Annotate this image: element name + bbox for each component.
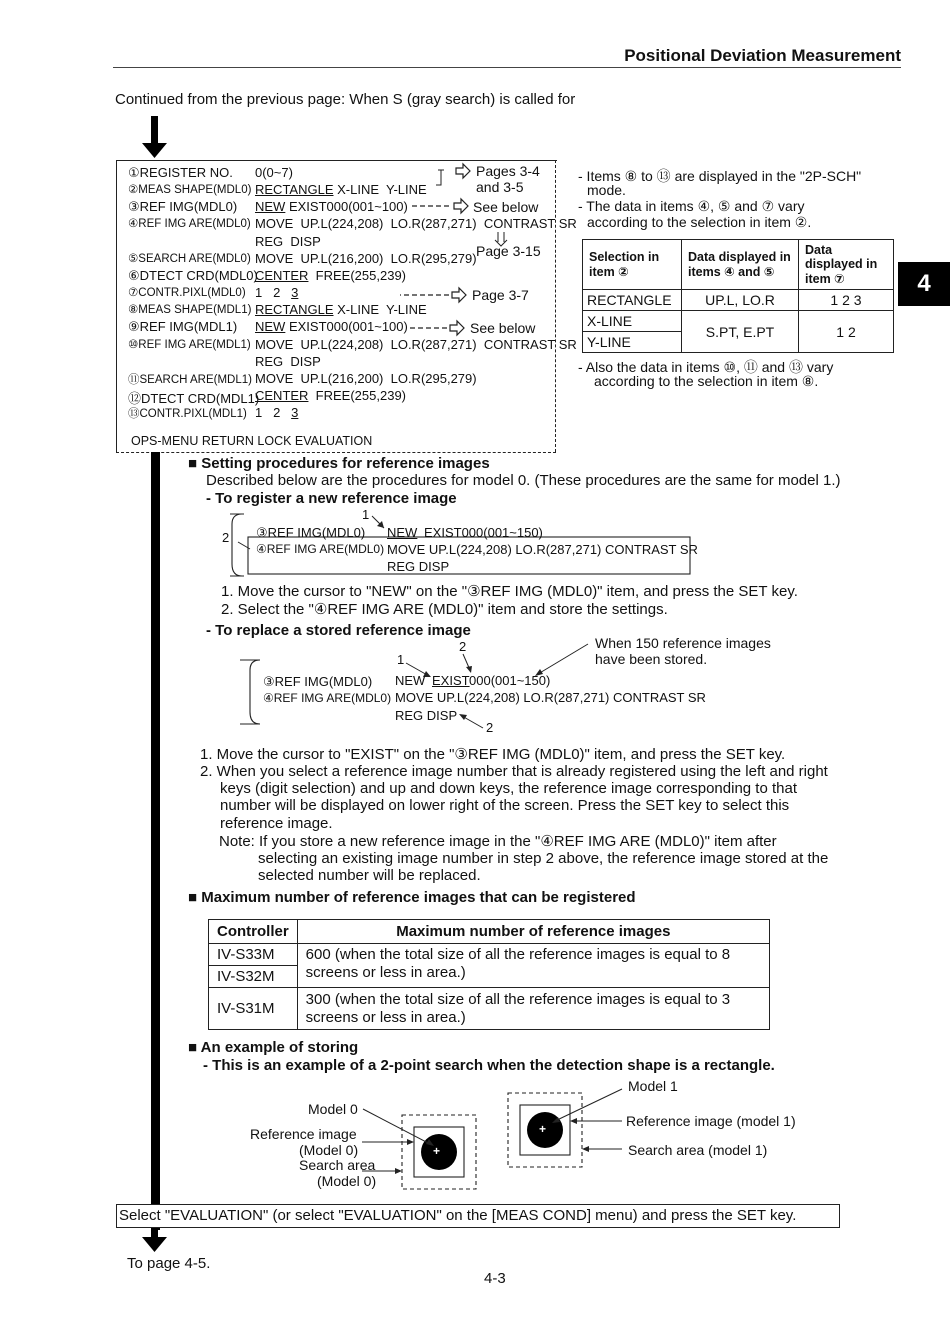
screen-row-value: CENTER FREE(255,239) (255, 268, 406, 283)
sel-header-1: Selection in item ② (583, 240, 682, 290)
screen-row-label: ⑦CONTR.PIXL(MDL0) (128, 287, 246, 299)
screen-row-value: REG DISP (255, 234, 321, 249)
flow-arrow-down-icon (140, 116, 170, 160)
replace-title: - To replace a stored reference image (206, 622, 471, 639)
sel-header-3: Data displayed in item ⑦ (799, 240, 894, 290)
sel-row-rectangle-d7: 1 2 3 (799, 290, 894, 311)
rep-row2-val: MOVE UP.L(224,208) LO.R(287,271) CONTRAST SR (395, 690, 706, 705)
storing-example-diagram (350, 1085, 640, 1195)
reg-step-2: 2. Select the "④REF IMG ARE (MDL0)" item and store the settings. (221, 601, 668, 618)
screen-row-label: ⑫DTECT CRD(MDL1) (128, 391, 260, 406)
screen-row-value: RECTANGLE X-LINE Y-LINE (255, 182, 427, 197)
screen-row-label: ⑥DTECT CRD(MDL0) (128, 268, 258, 283)
label-sa0-a: Search area (299, 1157, 376, 1173)
screen-row-value: REG DISP (255, 354, 321, 369)
intro-text: Continued from the previous page: When S (gray search) is called for (115, 91, 576, 108)
sel-header-2: Data displayed in items ④ and ⑤ (682, 240, 799, 290)
ref-see-below-2: See below (470, 320, 536, 336)
ref-pages-3-4: Pages 3-4 (476, 163, 540, 179)
screen-row-label: ⑪SEARCH ARE(MDL1) (128, 374, 252, 386)
final-instruction-box: Select "EVALUATION" (or select "EVALUATION" on the [MEAS COND] menu) and press the SET key. (116, 1204, 840, 1228)
reg-callout-1: 1 (362, 507, 370, 522)
screen-row-value: MOVE UP.L(216,200) LO.R(295,279) (255, 371, 477, 386)
ref-page-3-15: Page 3-15 (476, 243, 541, 259)
section3-heading: ■ An example of storing (188, 1039, 359, 1056)
to-page-text: To page 4-5. (127, 1255, 211, 1272)
label-sa0-b: (Model 0) (317, 1173, 377, 1189)
rep-note-2: have been stored. (595, 651, 708, 667)
rep-row1-exist: EXIST (432, 673, 470, 688)
screen-row-value: MOVE UP.L(224,208) LO.R(287,271) CONTRAST SR (255, 216, 577, 231)
rep-step-1: 1. Move the cursor to "EXIST" on the "③REF IMG (MDL0)" item, and press the SET key. (200, 746, 786, 763)
section1-desc: Described below are the procedures for model 0. (These procedures are the same for model 1.) (206, 472, 841, 489)
max-header-max: Maximum number of reference images (297, 920, 769, 944)
register-title: - To register a new reference image (206, 490, 457, 507)
note-3a: - Also the data in items ⑩, ⑪ and ⑬ vary (578, 359, 834, 375)
rep-note-line2: selecting an existing image number in step 2 above, the reference image stored at the (258, 850, 829, 867)
rep-callout-2a: 2 (459, 639, 467, 654)
rep-note-line3: selected number will be replaced. (258, 867, 481, 884)
ref-see-below-1: See below (473, 199, 539, 215)
reg-step-1: 1. Move the cursor to "NEW" on the "③REF IMG (MDL0)" item, and press the SET key. (221, 583, 798, 600)
sel-row-rectangle-d45: UP.L, LO.R (682, 290, 799, 311)
max-ctrl-1: IV-S33M (209, 944, 298, 966)
section3-sub: - This is an example of a 2-point search when the detection shape is a rectangle. (203, 1057, 775, 1074)
max-ctrl-2: IV-S32M (209, 966, 298, 988)
rep-step-2-line2: keys (digit selection) and up and down keys, the reference image corresponding to that (220, 780, 798, 797)
rep-row1-rest: 000(001~150) (469, 673, 551, 688)
max-value-12: 600 (when the total size of all the reference images is equal to 8 screens or less in area.) (297, 944, 769, 988)
plus-icon-model1: + (539, 1122, 547, 1136)
label-model1: Model 1 (628, 1078, 678, 1094)
rep-step-2-line3: number will be displayed on lower right of the screen. Press the SET key to select this (220, 797, 790, 814)
ref-page-3-7: Page 3-7 (472, 287, 529, 303)
rep-step-2-line4: reference image. (220, 815, 333, 832)
screen-row-label: ②MEAS SHAPE(MDL0) (128, 184, 252, 196)
sel-row-xline: X-LINE (583, 311, 682, 332)
screen-row-value: 0(0~7) (255, 165, 293, 180)
rep-note-line1: Note: If you store a new reference image in the "④REF IMG ARE (MDL0)" item after (219, 833, 777, 850)
screen-row-value: NEW EXIST000(001~100) (255, 319, 408, 334)
rep-callout-1: 1 (397, 652, 405, 667)
max-value-3: 300 (when the total size of all the reference images is equal to 3 screens or less in area.) (297, 988, 769, 1030)
sel-merged-d7: 1 2 (799, 311, 894, 353)
screen-row-value: MOVE UP.L(216,200) LO.R(295,279) (255, 251, 477, 266)
screen-row-label: ⑤SEARCH ARE(MDL0) (128, 253, 251, 265)
ref-and-3-5: and 3-5 (476, 179, 524, 195)
sel-row-rectangle: RECTANGLE (583, 290, 682, 311)
flow-arrow-down-bottom-icon (140, 1228, 170, 1254)
page-number: 4-3 (484, 1270, 506, 1287)
screen-row-value: 1 2 3 (255, 405, 299, 420)
max-header-controller: Controller (209, 920, 298, 944)
reg-row1-rest: EXIST000(001~150) (424, 525, 543, 540)
screen-row-label: ①REGISTER NO. (128, 165, 233, 180)
screen-row-value: CENTER FREE(255,239) (255, 388, 406, 403)
screen-row-value: MOVE UP.L(224,208) LO.R(287,271) CONTRAST SR (255, 337, 577, 352)
note-2b: according to the selection in item ②. (587, 214, 812, 230)
rep-callout-2b: 2 (486, 720, 494, 735)
screen-row-label: ⑩REF IMG ARE(MDL1) (128, 339, 251, 351)
label-sa1: Search area (model 1) (628, 1142, 768, 1158)
flow-bar (151, 452, 160, 1230)
screen-row-label: ⑬CONTR.PIXL(MDL1) (128, 408, 247, 420)
label-ref0-a: Reference image (250, 1126, 357, 1142)
reg-row1-new: NEW (387, 525, 418, 540)
max-images-table (208, 919, 770, 1030)
selection-table (582, 239, 894, 353)
section2-heading: ■ Maximum number of reference images that can be registered (188, 889, 636, 906)
reg-row3-val: REG DISP (387, 559, 450, 574)
screen-menu: OPS-MENU RETURN LOCK EVALUATION (131, 434, 373, 448)
label-ref1: Reference image (model 1) (626, 1113, 796, 1129)
header-rule (113, 67, 901, 68)
chapter-tab: 4 (898, 262, 950, 306)
note-3b: according to the selection in item ⑧. (594, 373, 819, 389)
screen-row-label: ③REF IMG(MDL0) (128, 199, 238, 214)
sel-merged-d45: S.PT, E.PT (682, 311, 799, 353)
reg-row1-label: ③REF IMG(MDL0) (256, 525, 366, 540)
reg-row2-label: ④REF IMG ARE(MDL0) (256, 542, 385, 556)
plus-icon-model0: + (433, 1144, 441, 1158)
label-model0: Model 0 (308, 1101, 358, 1117)
note-1a: - Items ⑧ to ⑬ are displayed in the "2P-SCH" (578, 168, 862, 184)
sel-row-yline: Y-LINE (583, 332, 682, 353)
section1-heading: ■ Setting procedures for reference images (188, 455, 490, 472)
rep-row1-new: NEW (395, 673, 426, 688)
screen-row-label: ⑧MEAS SHAPE(MDL1) (128, 304, 252, 316)
note-1b: mode. (587, 182, 626, 198)
reg-callout-2: 2 (222, 530, 230, 545)
screen-row-label: ④REF IMG ARE(MDL0) (128, 218, 251, 230)
screen-row-label: ⑨REF IMG(MDL1) (128, 319, 238, 334)
label-ref0-b: (Model 0) (299, 1142, 359, 1158)
rep-row3-val: REG DISP (395, 708, 458, 723)
rep-row1-label: ③REF IMG(MDL0) (263, 674, 373, 689)
screen-row-value: NEW EXIST000(001~100) (255, 199, 408, 214)
rep-step-2: 2. When you select a reference image number that is already registered using the left and right (200, 763, 828, 780)
screen-row-value: RECTANGLE X-LINE Y-LINE (255, 302, 427, 317)
reg-row2-val: MOVE UP.L(224,208) LO.R(287,271) CONTRAST SR (387, 542, 698, 557)
screen-row-value: 1 2 3 (255, 285, 299, 300)
max-ctrl-3: IV-S31M (209, 988, 298, 1030)
page-header-title: Positional Deviation Measurement (624, 46, 901, 65)
note-2a: - The data in items ④, ⑤ and ⑦ vary (578, 198, 805, 214)
rep-row2-label: ④REF IMG ARE(MDL0) (263, 691, 392, 705)
rep-note-1: When 150 reference images (595, 635, 771, 651)
